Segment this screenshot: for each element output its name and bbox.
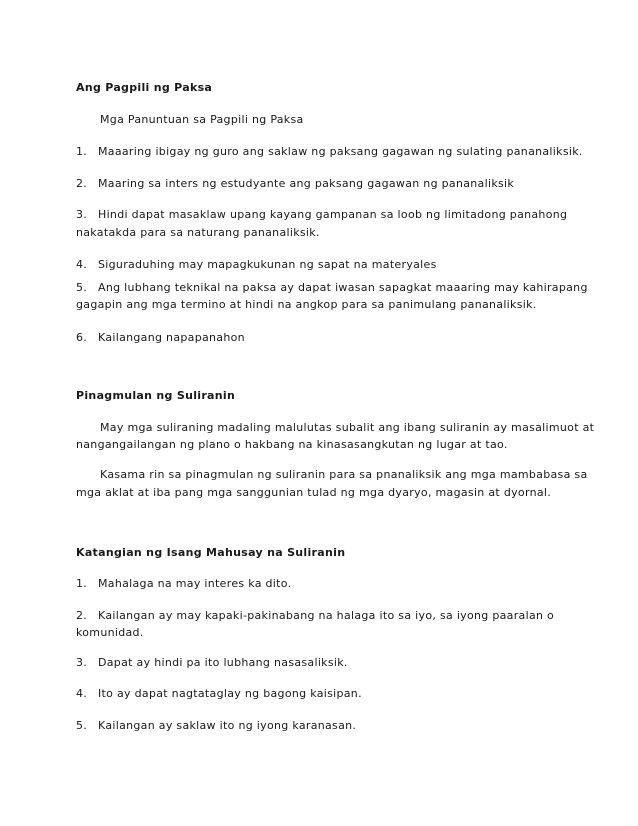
list-item <box>76 719 356 733</box>
list-number: 3. <box>76 656 88 669</box>
list-item <box>76 258 437 272</box>
list-item <box>76 687 362 701</box>
list-number: 1. <box>76 577 88 590</box>
list-number: 2. <box>76 609 88 622</box>
list-item-text: Kailangan ay saklaw ito ng iyong karanasan. <box>98 719 357 732</box>
paragraph-line: nangangailangan ng plano o hakbang na kinasasangkutan ng lugar at tao. <box>76 438 508 451</box>
list-item-text: Maaaring ibigay ng guro ang saklaw ng paksang gagawan ng sulating pananaliksik. <box>98 145 583 158</box>
list-item <box>76 281 588 295</box>
list-number: 6. <box>76 331 88 344</box>
list-item-text: Kailangan ay may kapaki-pakinabang na halaga ito sa iyo, sa iyong paaralan o <box>98 609 555 622</box>
list-item <box>76 145 583 159</box>
paragraph-line: mga aklat at iba pang mga sanggunian tulad ng mga dyaryo, magasin at dyornal. <box>76 486 552 499</box>
subheading-panuntuan: Mga Panuntuan sa Pagpili ng Paksa <box>100 113 304 126</box>
list-item-text: Hindi dapat masaklaw upang kayang gampanan sa loob ng limitadong panahong <box>98 208 568 221</box>
list-number: 1. <box>76 145 88 158</box>
list-item-text: Maaring sa inters ng estudyante ang paksang gagawan ng pananaliksik <box>98 177 515 190</box>
list-item-text: Kailangang napapanahon <box>98 331 245 344</box>
list-number: 4. <box>76 258 88 271</box>
list-item-text: Ito ay dapat nagtataglay ng bagong kaisipan. <box>98 687 362 700</box>
list-item-text: Ang lubhang teknikal na paksa ay dapat iwasan sapagkat maaaring may kahirapang <box>98 281 588 294</box>
list-item-continuation: nakatakda para sa naturang pananaliksik. <box>76 226 320 239</box>
section-heading-pinagmulan: Pinagmulan ng Suliranin <box>76 389 236 402</box>
list-number: 2. <box>76 177 88 190</box>
list-number: 5. <box>76 281 88 294</box>
section-heading-pagpili: Ang Pagpili ng Paksa <box>76 81 213 94</box>
list-item <box>76 656 348 670</box>
list-number: 3. <box>76 208 88 221</box>
paragraph-line: May mga suliraning madaling malulutas subalit ang ibang suliranin ay masalimuot at <box>100 421 595 434</box>
list-number: 5. <box>76 719 88 732</box>
list-number: 4. <box>76 687 88 700</box>
list-item-continuation: komunidad. <box>76 626 144 639</box>
list-item <box>76 177 514 191</box>
section-heading-katangian: Katangian ng Isang Mahusay na Suliranin <box>76 546 346 559</box>
paragraph-line: Kasama rin sa pinagmulan ng suliranin para sa pnanaliksik ang mga mambabasa sa <box>100 468 588 481</box>
list-item <box>76 331 245 345</box>
list-item <box>76 208 567 222</box>
list-item <box>76 577 291 591</box>
list-item-continuation: gagapin ang mga termino at hindi na angkop para sa panimulang pananaliksik. <box>76 298 537 311</box>
list-item-text: Siguraduhing may mapagkukunan ng sapat na materyales <box>98 258 437 271</box>
list-item-text: Mahalaga na may interes ka dito. <box>98 577 292 590</box>
list-item-text: Dapat ay hindi pa ito lubhang nasasaliksik. <box>98 656 348 669</box>
list-item <box>76 609 554 623</box>
